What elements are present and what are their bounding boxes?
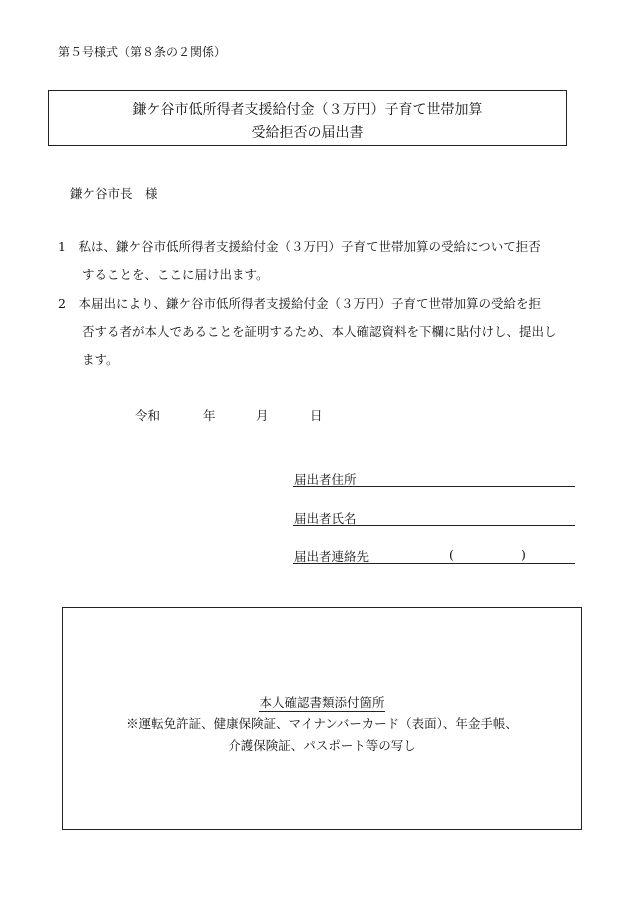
name-field[interactable] <box>293 525 575 526</box>
title-box <box>48 90 567 146</box>
date-year: 年 <box>203 408 216 423</box>
contact-field[interactable] <box>293 563 575 564</box>
date-month: 月 <box>256 408 269 423</box>
attachment-note-line-1: ※運転免許証、健康保険証、マイナンバーカード（表面）、年金手帳、 <box>126 716 518 731</box>
addressee: 鎌ケ谷市長 様 <box>70 186 158 201</box>
form-number: 第５号様式（第８条の２関係） <box>58 45 227 59</box>
date-era: 令和 <box>135 408 161 423</box>
paragraph-1-line-2: することを、ここに届け出ます。 <box>82 267 269 282</box>
document-title: 鎌ケ谷市低所得者支援給付金（３万円）子育て世帯加算 <box>132 102 483 118</box>
paragraph-1-line-1: 1 私は、鎌ケ谷市低所得者支援給付金（３万円）子育て世帯加算の受給について拒否 <box>58 239 541 254</box>
attachment-title-text: 本人確認書類添付箇所 <box>259 695 385 710</box>
address-field[interactable] <box>293 486 575 487</box>
paragraph-2-line-3: ます。 <box>82 352 119 367</box>
address-label: 届出者住所 <box>294 472 357 487</box>
attachment-title <box>63 693 581 711</box>
name-label: 届出者氏名 <box>294 511 357 526</box>
contact-paren-close: ) <box>521 547 526 562</box>
id-attachment-box <box>62 607 582 830</box>
paragraph-2-line-1: 2 本届出により、鎌ケ谷市低所得者支援給付金（３万円）子育て世帯加算の受給を拒 <box>58 296 541 311</box>
document-subtitle: 受給拒否の届出書 <box>251 125 364 141</box>
contact-paren-open: ( <box>449 547 454 562</box>
contact-label: 届出者連絡先 <box>294 549 370 564</box>
attachment-note-line-2: 介護保険証、パスポート等の写し <box>228 738 416 753</box>
paragraph-2-line-2: 否する者が本人であることを証明するため、本人確認資料を下欄に貼付けし、提出し <box>82 324 557 339</box>
date-day: 日 <box>310 408 323 423</box>
